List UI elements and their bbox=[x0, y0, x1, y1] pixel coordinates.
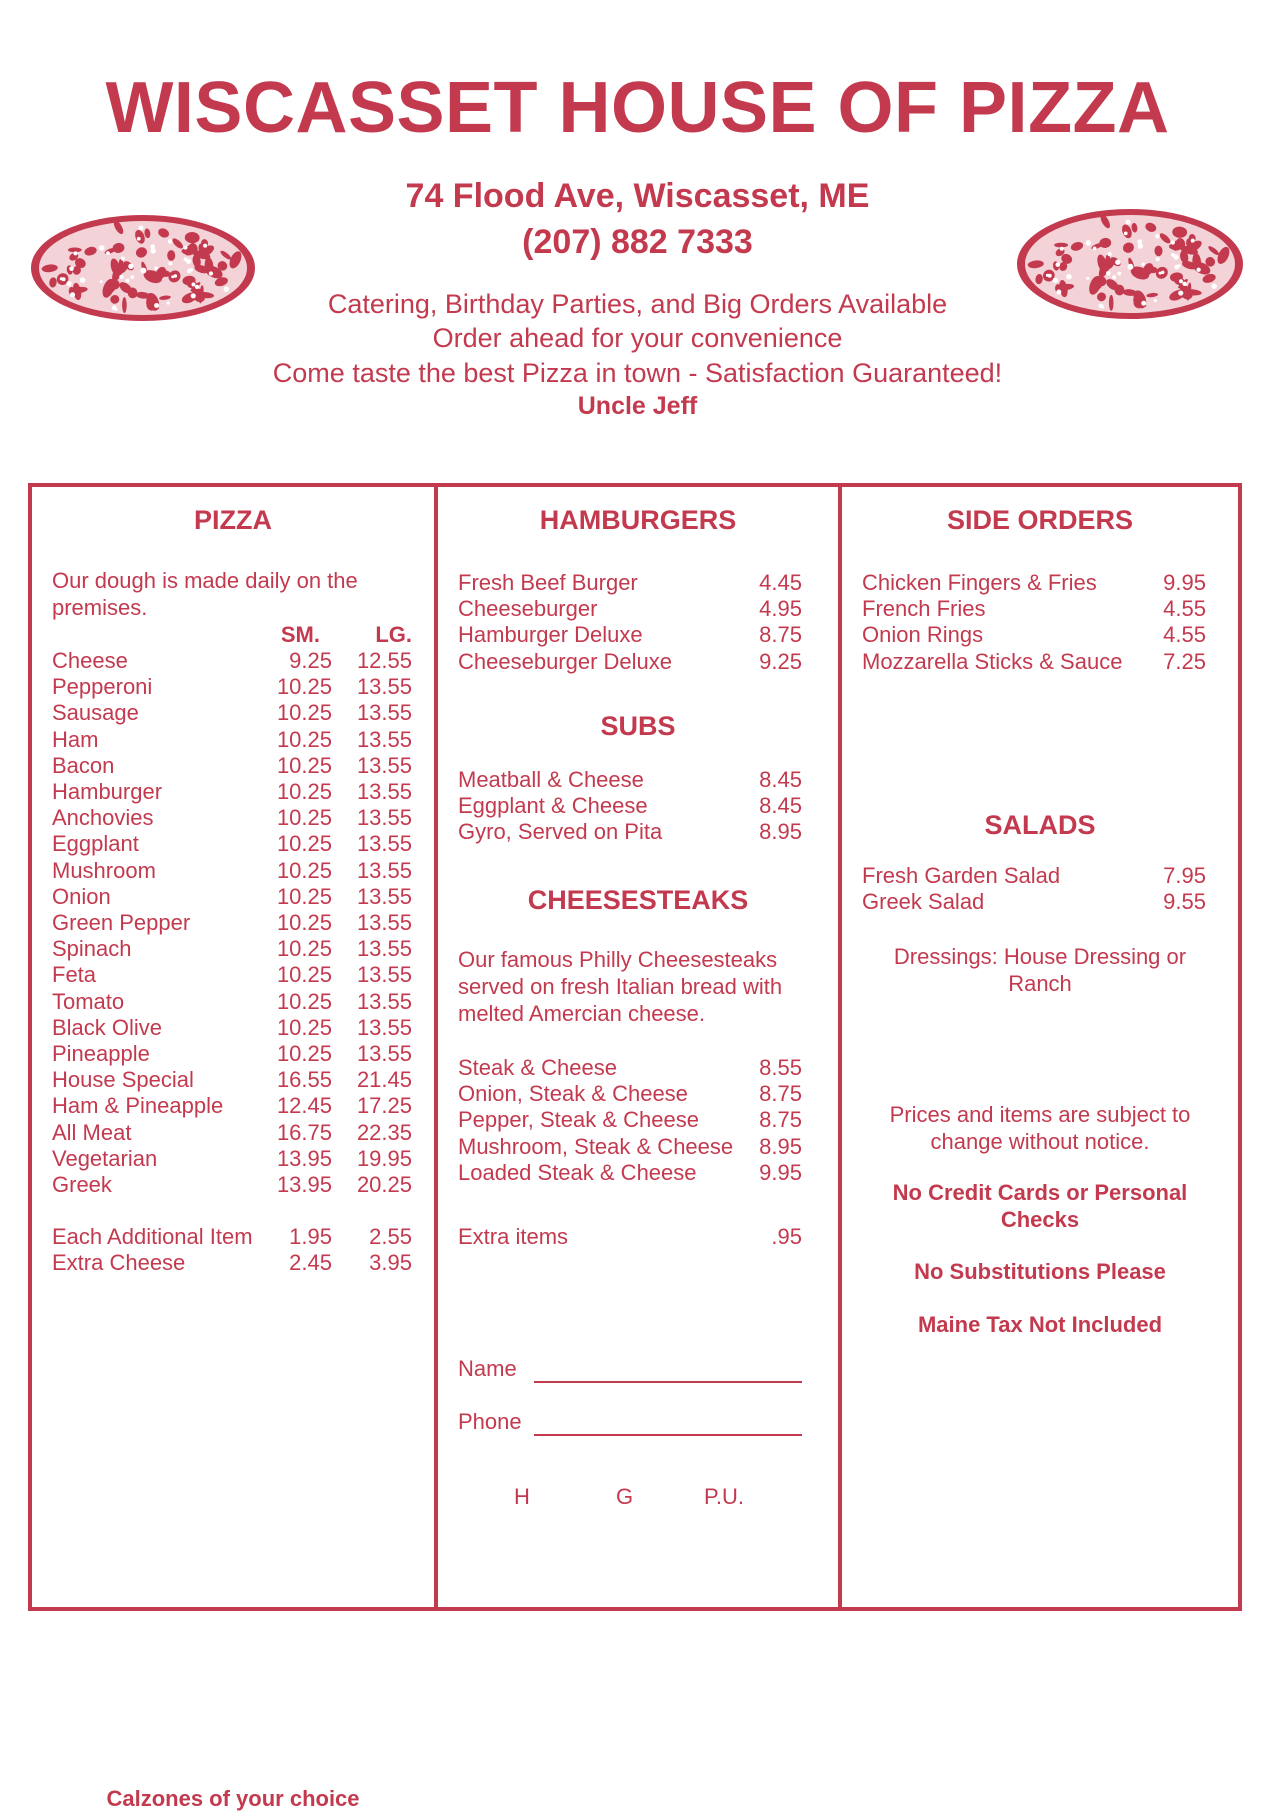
pizza-item-price-lg: 13.55 bbox=[356, 674, 412, 700]
extra-items-row bbox=[458, 1223, 802, 1250]
pizza-item-row bbox=[52, 647, 412, 674]
side-item-name: Onion Rings bbox=[862, 622, 984, 648]
sub-item-name: Eggplant & Cheese bbox=[458, 793, 648, 819]
pizza-item-name: Anchovies bbox=[52, 805, 154, 831]
cheesesteak-item-row bbox=[458, 1054, 802, 1081]
cheesesteak-item-price: 8.55 bbox=[759, 1055, 802, 1080]
pizza-item-name: Each Additional Item bbox=[52, 1224, 253, 1249]
pizza-item-price-lg: 20.25 bbox=[356, 1172, 412, 1197]
side-item-price: 4.55 bbox=[1163, 622, 1206, 648]
sub-item-row bbox=[458, 792, 802, 819]
burger-item-name: Hamburger Deluxe bbox=[458, 622, 643, 648]
pizza-item-price-lg: 13.55 bbox=[356, 831, 412, 857]
pizza-item-row bbox=[52, 883, 412, 910]
pizza-item-price-sm: 12.45 bbox=[276, 1093, 332, 1119]
sub-item-price: 8.45 bbox=[759, 767, 802, 792]
side-item-name: French Fries bbox=[862, 596, 986, 622]
dressings-note: Dressings: House Dressing or Ranch bbox=[893, 944, 1187, 996]
pizza-item-price-sm: 13.95 bbox=[276, 1145, 332, 1171]
pizza-item-price-sm: 10.25 bbox=[276, 962, 332, 988]
option-g: G bbox=[616, 1484, 634, 1509]
option-h: H bbox=[514, 1484, 530, 1509]
pizza-item-row bbox=[52, 1171, 412, 1198]
pizza-item-row bbox=[52, 1092, 412, 1119]
pizza-item-row bbox=[52, 804, 412, 831]
pizza-item-name: House Special bbox=[52, 1067, 194, 1093]
pizza-item-price-sm: 13.95 bbox=[276, 1172, 332, 1197]
cheesesteak-item-row bbox=[458, 1106, 802, 1133]
pizza-item-price-lg: 13.55 bbox=[356, 936, 412, 962]
pizza-icon-left bbox=[28, 212, 258, 324]
pizza-item-price-lg: 13.55 bbox=[356, 805, 412, 831]
pizza-item-name: Mushroom bbox=[52, 857, 156, 883]
salad-item-name: Greek Salad bbox=[862, 889, 985, 915]
pizza-item-price-lg: 19.95 bbox=[356, 1145, 412, 1171]
salad-item-name: Fresh Garden Salad bbox=[862, 863, 1061, 888]
pizza-item-row bbox=[52, 909, 412, 936]
pizza-heading: PIZZA bbox=[194, 505, 272, 535]
pizza-item-row bbox=[52, 1145, 412, 1172]
burger-item-name: Fresh Beef Burger bbox=[458, 570, 638, 595]
pizza-item-row bbox=[52, 752, 412, 779]
sub-item-row bbox=[458, 818, 802, 845]
side-item-name: Mozzarella Sticks & Sauce bbox=[862, 648, 1123, 674]
hamburgers-heading: HAMBURGERS bbox=[539, 505, 737, 535]
pizza-item-price-lg: 13.55 bbox=[356, 962, 412, 988]
pizza-item-row bbox=[52, 1119, 412, 1146]
payment-notice: No Credit Cards or Personal Checks bbox=[892, 1180, 1188, 1232]
sub-item-name: Gyro, Served on Pita bbox=[458, 819, 663, 845]
pizza-item-name: Spinach bbox=[52, 936, 132, 962]
size-sm-label: SM. bbox=[280, 622, 320, 647]
extra-items-price: .95 bbox=[771, 1224, 802, 1249]
side-item-row bbox=[862, 648, 1206, 675]
pizza-item-price-sm: 10.25 bbox=[276, 936, 332, 962]
pizza-item-price-sm: 10.25 bbox=[276, 883, 332, 909]
pizza-item-price-lg: 13.55 bbox=[356, 857, 412, 883]
pizza-item-row bbox=[52, 778, 412, 805]
cheesesteak-item-price: 8.75 bbox=[759, 1107, 802, 1133]
pizza-item-name: Ham & Pineapple bbox=[52, 1093, 224, 1119]
pizza-item-row bbox=[52, 1014, 412, 1041]
pizza-item-price-lg: 22.35 bbox=[356, 1119, 412, 1145]
cheesesteak-item-row bbox=[458, 1133, 802, 1160]
salads-heading: SALADS bbox=[984, 810, 1096, 840]
pizza-item-price-sm: 1.95 bbox=[289, 1224, 332, 1249]
pizza-item-price-sm: 2.45 bbox=[289, 1250, 332, 1276]
pizza-item-price-sm: 10.25 bbox=[276, 1041, 332, 1066]
side-item-price: 9.95 bbox=[1163, 570, 1206, 595]
burger-item-row bbox=[458, 621, 802, 648]
pizza-item-row bbox=[52, 1249, 412, 1276]
pizza-item-price-lg: 12.55 bbox=[356, 648, 412, 673]
side-item-price: 4.55 bbox=[1163, 596, 1206, 622]
cheesesteak-item-row bbox=[458, 1080, 802, 1107]
size-lg-label: LG. bbox=[375, 622, 412, 647]
pizza-item-price-sm: 10.25 bbox=[276, 700, 332, 726]
pizza-item-name: Pineapple bbox=[52, 1041, 150, 1066]
pizza-item-price-lg: 13.55 bbox=[356, 988, 412, 1014]
cheesesteak-item-name: Loaded Steak & Cheese bbox=[458, 1159, 697, 1185]
order-phone-row bbox=[458, 1408, 802, 1435]
pizza-item-price-lg: 21.45 bbox=[356, 1067, 412, 1093]
cheesesteak-item-name: Mushroom, Steak & Cheese bbox=[458, 1133, 734, 1159]
burger-item-row bbox=[458, 595, 802, 622]
option-pu: P.U. bbox=[704, 1484, 744, 1509]
prices-notice: Prices and items are subject to change without notice. bbox=[889, 1102, 1191, 1154]
pizza-item-name: Cheese bbox=[52, 648, 128, 673]
pizza-item-price-sm: 10.25 bbox=[276, 831, 332, 857]
pizza-item-name: Ham bbox=[52, 726, 99, 752]
pizza-column bbox=[32, 483, 434, 1811]
pizza-item-price-lg: 13.55 bbox=[356, 779, 412, 804]
tagline-order-ahead: Order ahead for your convenience bbox=[432, 323, 843, 353]
restaurant-title: WISCASSET HOUSE OF PIZZA bbox=[105, 68, 1170, 148]
side-item-row bbox=[862, 595, 1206, 622]
side-item-price: 7.25 bbox=[1163, 648, 1206, 674]
pizza-item-row bbox=[52, 1223, 412, 1250]
pizza-item-row bbox=[52, 830, 412, 857]
pizza-item-price-sm: 10.25 bbox=[276, 1014, 332, 1040]
order-name-row bbox=[458, 1355, 802, 1382]
pizza-item-price-sm: 16.75 bbox=[276, 1119, 332, 1145]
cheesesteaks-heading: CHEESESTEAKS bbox=[527, 885, 749, 915]
pizza-item-row bbox=[52, 1040, 412, 1067]
order-phone-field[interactable] bbox=[534, 1434, 802, 1436]
pizza-item-name: Sausage bbox=[52, 700, 139, 726]
pizza-item-name: Feta bbox=[52, 962, 97, 988]
sub-item-name: Meatball & Cheese bbox=[458, 767, 644, 792]
cheesesteak-item-name: Steak & Cheese bbox=[458, 1055, 617, 1080]
pizza-item-price-sm: 10.25 bbox=[276, 752, 332, 778]
pizza-item-row bbox=[52, 988, 412, 1015]
side-item-name: Chicken Fingers & Fries bbox=[862, 570, 1097, 595]
side-orders-heading: SIDE ORDERS bbox=[946, 505, 1134, 535]
pizza-item-price-lg: 3.95 bbox=[369, 1250, 412, 1276]
middle-column bbox=[438, 483, 838, 1611]
burger-item-row bbox=[458, 648, 802, 675]
pizza-item-price-lg: 13.55 bbox=[356, 726, 412, 752]
tagline-catering: Catering, Birthday Parties, and Big Orders Available bbox=[327, 289, 948, 319]
burger-item-price: 4.95 bbox=[759, 596, 802, 622]
burger-item-name: Cheeseburger Deluxe bbox=[458, 648, 673, 674]
signature: Uncle Jeff bbox=[577, 392, 698, 420]
pizza-item-name: Black Olive bbox=[52, 1014, 163, 1040]
pizza-item-price-sm: 16.55 bbox=[276, 1067, 332, 1093]
pizza-item-price-lg: 13.55 bbox=[356, 752, 412, 778]
salad-item-price: 9.55 bbox=[1163, 889, 1206, 915]
pizza-item-price-lg: 17.25 bbox=[356, 1093, 412, 1119]
pizza-item-name: Tomato bbox=[52, 988, 125, 1014]
pizza-item-price-sm: 10.25 bbox=[276, 779, 332, 804]
pizza-item-price-sm: 10.25 bbox=[276, 674, 332, 700]
cheesesteaks-intro: Our famous Philly Cheesesteaks served on fresh Italian bread with melted Amercian cheese. bbox=[458, 947, 783, 1026]
cheesesteak-item-price: 8.95 bbox=[759, 1133, 802, 1159]
pizza-item-row bbox=[52, 1066, 412, 1093]
sub-item-row bbox=[458, 766, 802, 793]
tagline-best-pizza: Come taste the best Pizza in town - Satisfaction Guaranteed! bbox=[272, 358, 1003, 388]
cheesesteak-item-price: 8.75 bbox=[759, 1081, 802, 1107]
side-item-row bbox=[862, 621, 1206, 648]
pizza-item-name: Greek bbox=[52, 1172, 112, 1197]
pizza-item-price-sm: 10.25 bbox=[276, 988, 332, 1014]
pizza-item-row bbox=[52, 961, 412, 988]
cheesesteak-item-name: Pepper, Steak & Cheese bbox=[458, 1107, 699, 1133]
pizza-item-row bbox=[52, 935, 412, 962]
pizza-item-name: Vegetarian bbox=[52, 1145, 158, 1171]
pizza-item-name: All Meat bbox=[52, 1119, 132, 1145]
salad-item-row bbox=[862, 888, 1206, 915]
pizza-intro: Our dough is made daily on the premises. bbox=[52, 568, 358, 620]
pizza-item-name: Extra Cheese bbox=[52, 1250, 186, 1276]
pizza-item-price-lg: 13.55 bbox=[356, 910, 412, 935]
pizza-size-header bbox=[52, 621, 412, 648]
salad-item-price: 7.95 bbox=[1163, 863, 1206, 888]
pizza-item-price-sm: 10.25 bbox=[276, 726, 332, 752]
order-phone-label: Phone bbox=[458, 1409, 522, 1434]
pizza-item-name: Bacon bbox=[52, 752, 115, 778]
subs-heading: SUBS bbox=[600, 711, 676, 741]
pizza-item-name: Eggplant bbox=[52, 831, 139, 857]
pizza-item-row bbox=[52, 673, 412, 700]
pizza-item-price-sm: 10.25 bbox=[276, 805, 332, 831]
pizza-item-price-lg: 13.55 bbox=[356, 1014, 412, 1040]
sub-item-price: 8.95 bbox=[759, 819, 802, 845]
burger-item-name: Cheeseburger bbox=[458, 596, 598, 622]
pizza-item-price-lg: 13.55 bbox=[356, 700, 412, 726]
restaurant-phone: (207) 882 7333 bbox=[522, 223, 753, 261]
side-item-row bbox=[862, 569, 1206, 596]
pizza-item-row bbox=[52, 699, 412, 726]
pizza-item-price-sm: 10.25 bbox=[276, 857, 332, 883]
salad-item-row bbox=[862, 862, 1206, 889]
extra-items-label: Extra items bbox=[458, 1224, 569, 1249]
substitutions-notice: No Substitutions Please bbox=[914, 1259, 1166, 1284]
right-column bbox=[842, 483, 1238, 1611]
order-name-field[interactable] bbox=[534, 1381, 802, 1383]
pizza-item-name: Hamburger bbox=[52, 779, 163, 804]
burger-item-row bbox=[458, 569, 802, 596]
burger-item-price: 9.25 bbox=[759, 648, 802, 674]
pizza-item-price-sm: 9.25 bbox=[289, 648, 332, 673]
pizza-item-price-sm: 10.25 bbox=[276, 910, 332, 935]
cheesesteak-item-price: 9.95 bbox=[759, 1159, 802, 1185]
pizza-item-price-lg: 13.55 bbox=[356, 883, 412, 909]
calzones-note: Calzones of your choice bbox=[106, 1786, 360, 1811]
pizza-item-row bbox=[52, 726, 412, 753]
pizza-item-price-lg: 2.55 bbox=[369, 1224, 412, 1249]
sub-item-price: 8.45 bbox=[759, 793, 802, 819]
pizza-item-name: Pepperoni bbox=[52, 674, 153, 700]
burger-item-price: 8.75 bbox=[759, 622, 802, 648]
pizza-item-price-lg: 13.55 bbox=[356, 1041, 412, 1066]
burger-item-price: 4.45 bbox=[759, 570, 802, 595]
cheesesteak-item-name: Onion, Steak & Cheese bbox=[458, 1081, 688, 1107]
pizza-icon-right bbox=[1014, 206, 1246, 322]
order-name-label: Name bbox=[458, 1356, 517, 1381]
pizza-item-row bbox=[52, 857, 412, 884]
cheesesteak-item-row bbox=[458, 1159, 802, 1186]
pizza-item-name: Green Pepper bbox=[52, 910, 191, 935]
pizza-item-name: Onion bbox=[52, 883, 111, 909]
restaurant-address: 74 Flood Ave, Wiscasset, ME bbox=[405, 177, 870, 215]
tax-notice: Maine Tax Not Included bbox=[917, 1312, 1163, 1337]
